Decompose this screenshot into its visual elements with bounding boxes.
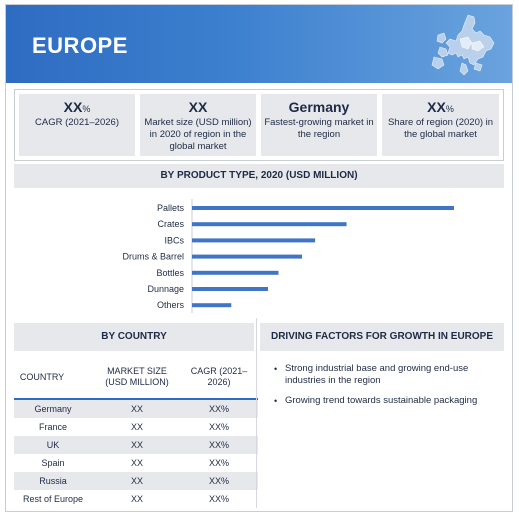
cagr-cell: XX% <box>208 476 229 486</box>
table-row <box>14 490 258 508</box>
market-size-cell: XX <box>130 440 143 450</box>
category-label: Pallets <box>156 203 184 213</box>
cagr-cell: XX% <box>208 404 229 414</box>
region-title: EUROPE <box>32 33 128 58</box>
country-table-header <box>14 358 258 400</box>
bullet-icon: • <box>274 364 278 374</box>
bar <box>192 287 268 291</box>
bar <box>192 303 231 307</box>
infographic-frame <box>5 4 513 512</box>
market-size-desc: Market size (USD million) in 2020 of region in the global market <box>144 117 252 152</box>
col-cagr-header: CAGR (2021–2026) <box>190 366 248 387</box>
country-cell: France <box>38 422 67 432</box>
chart-section-title: BY PRODUCT TYPE, 2020 (USD MILLION) <box>14 164 504 188</box>
table-row <box>14 454 258 472</box>
category-label: Crates <box>157 219 184 230</box>
bar <box>192 238 315 242</box>
category-label: Dunnage <box>147 284 184 294</box>
bar <box>192 255 302 259</box>
bar <box>192 271 278 275</box>
cagr-suffix: % <box>82 104 91 114</box>
fastest-market-value: Germany <box>288 99 350 115</box>
market-size-cell: XX <box>130 476 143 486</box>
country-cell: Germany <box>34 404 72 414</box>
country-cell: UK <box>46 440 60 450</box>
driver-item <box>274 363 504 387</box>
europe-map-icon <box>428 13 498 77</box>
market-size-cell: XX <box>130 494 143 504</box>
market-size-card <box>140 94 256 156</box>
market-size-cell: XX <box>130 404 143 414</box>
region-banner <box>6 5 512 83</box>
cagr-value: XX <box>63 99 83 115</box>
country-section-title: BY COUNTRY <box>14 323 254 351</box>
bullet-icon: • <box>274 396 278 406</box>
category-label: Drums & Barrel <box>122 251 184 262</box>
table-row <box>14 436 258 454</box>
col-market-size-header: MARKET SIZE (USD MILLION) <box>105 366 169 387</box>
table-row <box>14 472 258 490</box>
category-label: Bottles <box>156 267 184 278</box>
section-divider <box>256 318 257 508</box>
market-size-cell: XX <box>130 458 143 468</box>
region-share-suffix: % <box>445 104 454 114</box>
bar <box>192 222 347 226</box>
market-size-cell: XX <box>130 422 143 432</box>
market-size-value: XX <box>188 99 208 115</box>
country-cell: Russia <box>39 476 67 486</box>
fastest-market-desc: Fastest-growing market in the region <box>264 117 374 140</box>
bar <box>192 206 454 210</box>
country-cell: Rest of Europe <box>22 494 84 504</box>
fastest-market-card <box>261 94 377 156</box>
cagr-desc: CAGR (2021–2026) <box>35 117 119 128</box>
driver-item <box>274 395 504 407</box>
table-row <box>14 418 258 436</box>
cagr-cell: XX% <box>208 458 229 468</box>
table-row <box>14 400 258 418</box>
country-cell: Spain <box>41 458 65 468</box>
region-share-card <box>382 94 499 156</box>
cagr-card <box>19 94 135 156</box>
drivers-section-title: DRIVING FACTORS FOR GROWTH IN EUROPE <box>260 323 504 351</box>
category-label: IBCs <box>164 235 184 246</box>
product-type-bar-chart <box>14 195 504 317</box>
region-share-value: XX <box>427 99 446 115</box>
col-country-header: COUNTRY <box>19 372 65 382</box>
region-share-desc: Share of region (2020) in the global market <box>387 117 494 140</box>
cagr-cell: XX% <box>208 440 229 450</box>
cagr-cell: XX% <box>208 422 229 432</box>
cagr-cell: XX% <box>208 494 229 504</box>
driver-text: Strong industrial base and growing end-use industries in the region <box>285 363 469 386</box>
driver-text: Growing trend towards sustainable packaging <box>285 395 478 406</box>
category-label: Others <box>156 300 184 311</box>
